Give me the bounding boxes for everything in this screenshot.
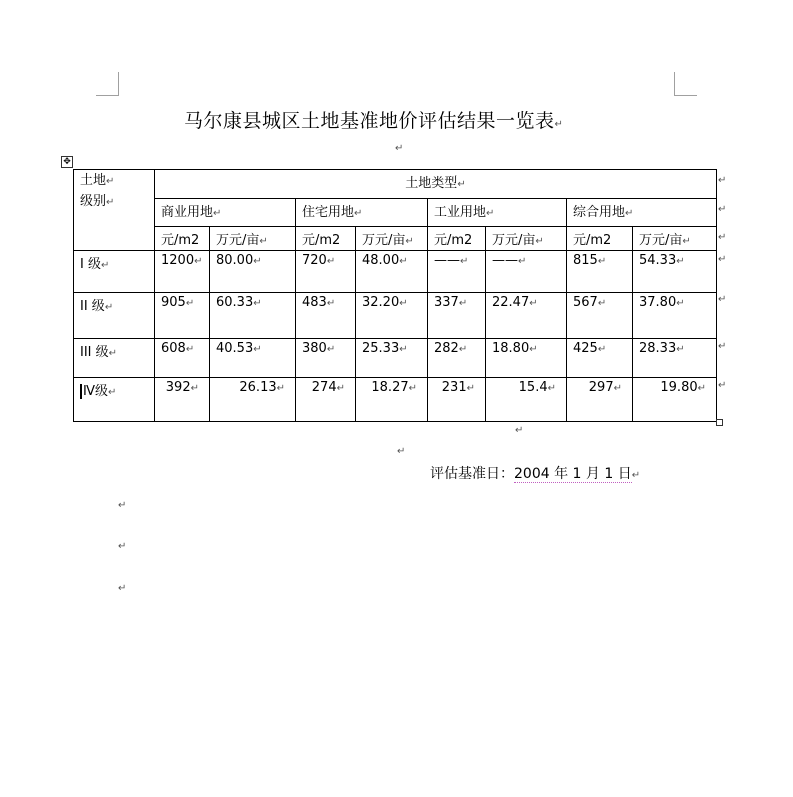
unit-cell[interactable] — [428, 227, 486, 251]
unit-label: 万元/亩 — [639, 233, 683, 248]
value-cell[interactable] — [356, 251, 428, 293]
land-price-table — [73, 169, 717, 422]
row-end-mark: ↵ — [718, 341, 727, 352]
cell-value: 40.53 — [216, 341, 254, 356]
row-end-mark: ↵ — [718, 175, 727, 186]
paragraph-mark: ↵ — [259, 236, 268, 247]
table-row — [74, 378, 717, 422]
cell-value: 60.33 — [216, 295, 254, 310]
paragraph-mark: ↵ — [194, 256, 203, 267]
grade-label: II 级 — [80, 299, 105, 314]
group-header-cell[interactable] — [155, 170, 717, 199]
unit-label: 元/m2 — [161, 233, 200, 248]
paragraph-mark: ↵ — [399, 256, 408, 267]
paragraph-mark: ↵ — [399, 298, 408, 309]
paragraph-mark: ↵ — [529, 298, 538, 309]
paragraph-mark: ↵ — [457, 179, 466, 190]
page-corner-mark — [96, 95, 119, 96]
grade-cell[interactable] — [74, 251, 155, 293]
value-cell[interactable] — [567, 293, 633, 339]
cell-value: —— — [492, 253, 518, 268]
row-end-mark: ↵ — [718, 294, 727, 305]
paragraph-mark: ↵ — [631, 470, 641, 481]
cell-value: 337 — [434, 295, 459, 310]
paragraph-mark: ↵ — [326, 344, 336, 355]
unit-cell[interactable] — [567, 227, 633, 251]
cell-value: 32.20 — [362, 295, 400, 310]
paragraph-mark: ↵ — [354, 208, 363, 219]
units-row — [74, 227, 717, 251]
value-cell[interactable] — [567, 378, 633, 422]
unit-cell[interactable] — [155, 227, 210, 251]
paragraph-mark: ↵ — [597, 256, 607, 267]
value-cell[interactable] — [210, 378, 296, 422]
value-cell[interactable] — [296, 293, 356, 339]
value-cell[interactable] — [567, 339, 633, 378]
cell-value: 274 — [311, 380, 337, 395]
value-cell[interactable] — [356, 378, 428, 422]
paragraph-mark: ↵ — [276, 383, 285, 394]
page-corner-mark — [674, 95, 697, 96]
paragraph-mark: ↵ — [554, 119, 564, 130]
paragraph-mark: ↵ — [676, 256, 685, 267]
table-row — [74, 251, 717, 293]
unit-label: 元/m2 — [573, 233, 612, 248]
cell-value: 54.33 — [639, 253, 677, 268]
header-corner-line-1: 土地 — [80, 173, 107, 188]
evaluation-date-line[interactable] — [430, 463, 640, 483]
paragraph-mark: ↵ — [625, 208, 634, 219]
cell-value: 567 — [573, 295, 598, 310]
category-label: 综合用地 — [573, 205, 626, 220]
paragraph-mark: ↵ — [515, 425, 524, 436]
value-cell[interactable] — [356, 293, 428, 339]
paragraph-mark: ↵ — [118, 583, 127, 594]
paragraph-mark: ↵ — [597, 298, 607, 309]
paragraph-mark: ↵ — [185, 344, 195, 355]
value-cell[interactable] — [155, 251, 210, 293]
value-cell[interactable] — [633, 339, 717, 378]
paragraph-mark: ↵ — [597, 344, 607, 355]
value-cell[interactable] — [486, 293, 567, 339]
value-cell[interactable] — [296, 251, 356, 293]
table-move-handle-icon[interactable]: ✥ — [61, 156, 73, 168]
cell-value: 19.80 — [660, 380, 698, 395]
paragraph-mark: ↵ — [460, 256, 469, 267]
unit-label: 万元/亩 — [216, 233, 260, 248]
value-cell[interactable] — [633, 251, 717, 293]
paragraph-mark: ↵ — [213, 208, 222, 219]
paragraph-mark: ↵ — [547, 383, 556, 394]
cell-value: 483 — [302, 295, 327, 310]
value-cell[interactable] — [356, 339, 428, 378]
paragraph-mark: ↵ — [395, 143, 404, 154]
cell-value: 815 — [573, 253, 598, 268]
paragraph-mark: ↵ — [518, 256, 527, 267]
value-cell[interactable] — [428, 251, 486, 293]
paragraph-mark: ↵ — [326, 256, 336, 267]
paragraph-mark: ↵ — [486, 208, 495, 219]
unit-label: 万元/亩 — [492, 233, 536, 248]
category-header-cell[interactable] — [567, 199, 717, 227]
paragraph-mark: ↵ — [458, 344, 468, 355]
cell-value: 1200 — [161, 253, 195, 268]
value-cell[interactable] — [486, 378, 567, 422]
value-cell[interactable] — [296, 339, 356, 378]
value-cell[interactable] — [210, 339, 296, 378]
paragraph-mark: ↵ — [676, 344, 685, 355]
paragraph-mark: ↵ — [405, 236, 414, 247]
cell-value: 425 — [573, 341, 598, 356]
value-cell[interactable] — [486, 339, 567, 378]
value-cell[interactable] — [428, 339, 486, 378]
value-cell[interactable] — [155, 293, 210, 339]
value-cell[interactable] — [486, 251, 567, 293]
paragraph-mark: ↵ — [408, 383, 417, 394]
cell-value: 37.80 — [639, 295, 677, 310]
value-cell[interactable] — [155, 378, 210, 422]
paragraph-mark: ↵ — [108, 387, 117, 398]
header-corner-cell[interactable] — [74, 170, 155, 251]
unit-cell[interactable] — [296, 227, 356, 251]
cell-value: 297 — [588, 380, 614, 395]
paragraph-mark: ↵ — [253, 298, 262, 309]
paragraph-mark: ↵ — [185, 298, 195, 309]
row-end-mark: ↵ — [718, 254, 727, 265]
paragraph-mark: ↵ — [108, 348, 118, 359]
page-corner-mark — [674, 72, 675, 95]
paragraph-mark: ↵ — [326, 298, 336, 309]
cell-value: 15.4 — [518, 380, 548, 395]
cell-value: 18.80 — [492, 341, 530, 356]
paragraph-mark: ↵ — [676, 298, 685, 309]
paragraph-mark: ↵ — [458, 298, 468, 309]
category-header-cell[interactable] — [296, 199, 428, 227]
value-cell[interactable] — [633, 378, 717, 422]
category-label: 工业用地 — [434, 205, 487, 220]
category-label: 商业用地 — [161, 205, 214, 220]
document-title-text: 马尔康县城区土地基准地价评估结果一览表 — [184, 110, 555, 132]
cell-value: 392 — [165, 380, 191, 395]
cell-value: 18.27 — [371, 380, 409, 395]
unit-cell[interactable] — [633, 227, 717, 251]
paragraph-mark: ↵ — [535, 236, 544, 247]
cell-value: 720 — [302, 253, 327, 268]
grade-label: III 级 — [80, 345, 109, 360]
cell-value: 25.33 — [362, 341, 400, 356]
cell-value: 26.13 — [239, 380, 277, 395]
cell-value: —— — [434, 253, 460, 268]
paragraph-mark: ↵ — [118, 541, 127, 552]
paragraph-mark: ↵ — [529, 344, 538, 355]
paragraph-mark: ↵ — [336, 383, 345, 394]
paragraph-mark: ↵ — [118, 500, 127, 511]
cell-value: 282 — [434, 341, 459, 356]
unit-label: 元/m2 — [434, 233, 473, 248]
table-row — [74, 293, 717, 339]
category-header-cell[interactable] — [155, 199, 296, 227]
cell-value: 905 — [161, 295, 186, 310]
value-cell[interactable] — [296, 378, 356, 422]
category-label: 住宅用地 — [302, 205, 355, 220]
paragraph-mark: ↵ — [466, 383, 475, 394]
cell-value: 80.00 — [216, 253, 254, 268]
paragraph-mark: ↵ — [106, 176, 115, 187]
row-end-mark: ↵ — [718, 232, 727, 243]
row-end-mark: ↵ — [718, 204, 727, 215]
value-cell[interactable] — [210, 251, 296, 293]
paragraph-mark: ↵ — [697, 383, 706, 394]
value-cell[interactable] — [428, 293, 486, 339]
cell-value: 231 — [441, 380, 467, 395]
cell-value: 22.47 — [492, 295, 530, 310]
paragraph-mark: ↵ — [253, 256, 262, 267]
unit-cell[interactable] — [210, 227, 296, 251]
paragraph-mark: ↵ — [613, 383, 622, 394]
category-header-cell[interactable] — [428, 199, 567, 227]
value-cell[interactable] — [210, 293, 296, 339]
cell-value: 608 — [161, 341, 186, 356]
paragraph-mark: ↵ — [190, 383, 199, 394]
paragraph-mark: ↵ — [397, 446, 406, 457]
evaluation-date-label: 评估基准日： — [430, 466, 514, 482]
paragraph-mark: ↵ — [682, 236, 691, 247]
unit-label: 万元/亩 — [362, 233, 406, 248]
paragraph-mark: ↵ — [104, 302, 114, 313]
grade-label: Ⅳ级 — [80, 384, 108, 399]
evaluation-date-value: 2004 年 1 月 1 日 — [514, 466, 632, 482]
document-title[interactable] — [184, 106, 563, 133]
grade-cell[interactable] — [74, 378, 155, 422]
row-end-mark: ↵ — [718, 380, 727, 391]
cell-value: 28.33 — [639, 341, 677, 356]
table-resize-handle[interactable] — [716, 419, 723, 426]
page-corner-mark — [118, 72, 119, 95]
paragraph-mark: ↵ — [253, 344, 262, 355]
unit-cell[interactable] — [486, 227, 567, 251]
table-row — [74, 339, 717, 378]
unit-cell[interactable] — [356, 227, 428, 251]
value-cell[interactable] — [428, 378, 486, 422]
value-cell[interactable] — [155, 339, 210, 378]
cell-value: 380 — [302, 341, 327, 356]
paragraph-mark: ↵ — [100, 260, 110, 271]
group-header-label: 土地类型 — [405, 176, 458, 191]
grade-label: I 级 — [80, 257, 101, 272]
value-cell[interactable] — [633, 293, 717, 339]
grade-cell[interactable] — [74, 293, 155, 339]
unit-label: 元/m2 — [302, 233, 341, 248]
grade-cell[interactable] — [74, 339, 155, 378]
paragraph-mark: ↵ — [399, 344, 408, 355]
header-corner-line-2: 级别 — [80, 194, 107, 209]
paragraph-mark: ↵ — [106, 197, 115, 208]
cell-value: 48.00 — [362, 253, 400, 268]
value-cell[interactable] — [567, 251, 633, 293]
